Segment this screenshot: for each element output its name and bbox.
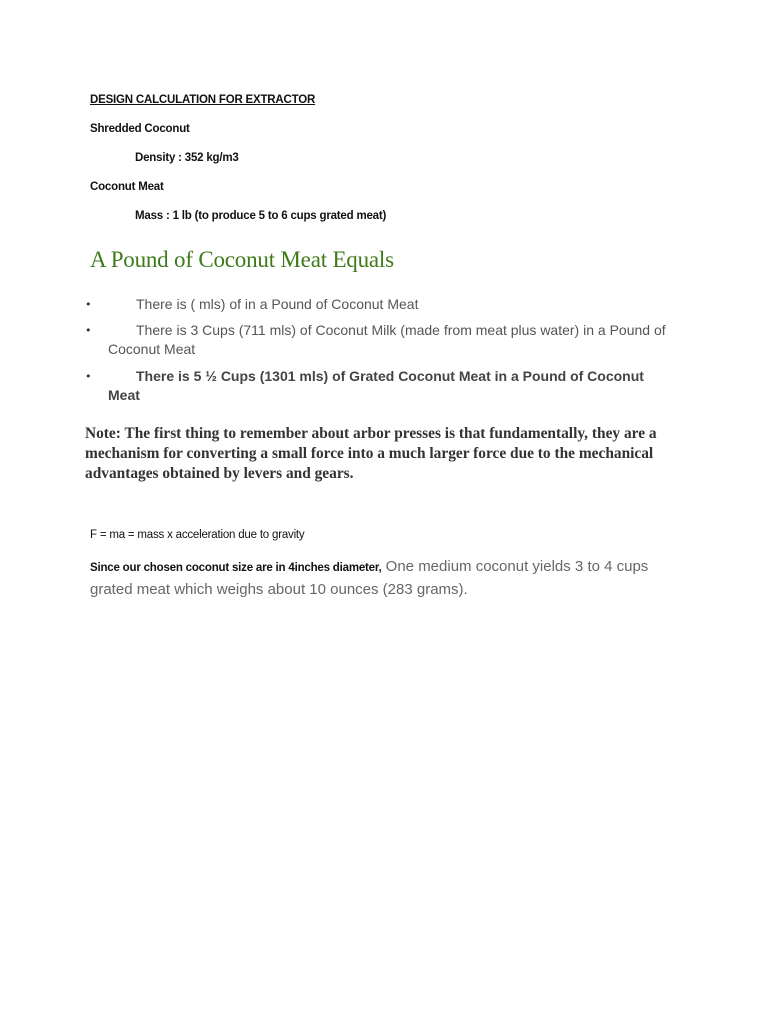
section-heading: A Pound of Coconut Meat Equals — [90, 247, 394, 272]
document-title: DESIGN CALCULATION FOR EXTRACTOR — [90, 94, 316, 106]
formula-line: F = ma = mass x acceleration due to gravity — [90, 529, 305, 541]
yield-text: One medium coconut yields 3 to 4 cups grated meat which weighs about 10 ounces (283 grams). — [90, 558, 649, 598]
bullet-item-3: There is 5 ½ Cups (1301 mls) of Grated Coconut Meat in a Pound of Coconut Meat — [108, 368, 644, 403]
bullet-item-1: There is ( mls) of in a Pound of Coconut Meat — [136, 296, 419, 312]
shredded-coconut-label: Shredded Coconut — [90, 123, 190, 135]
yield-lead: Since our chosen coconut size are in 4inches diameter, — [90, 562, 382, 574]
bullet-marker: • — [85, 298, 92, 311]
note-paragraph: Note: The first thing to remember about arbor presses is that fundamentally, they are a mechanism for converting a small force into a much larger force due to the mechanical advantages obtained by levers and gears. — [85, 425, 657, 482]
bullet-item-2: There is 3 Cups (711 mls) of Coconut Milk (made from meat plus water) in a Pound of Coconut Meat — [108, 322, 666, 357]
density-value: Density : 352 kg/m3 — [135, 152, 239, 164]
bullet-marker: • — [85, 370, 92, 383]
coconut-meat-label: Coconut Meat — [90, 181, 164, 193]
bullet-marker: • — [85, 324, 92, 337]
mass-value: Mass : 1 lb (to produce 5 to 6 cups grated meat) — [135, 210, 387, 222]
yield-paragraph — [90, 556, 670, 601]
